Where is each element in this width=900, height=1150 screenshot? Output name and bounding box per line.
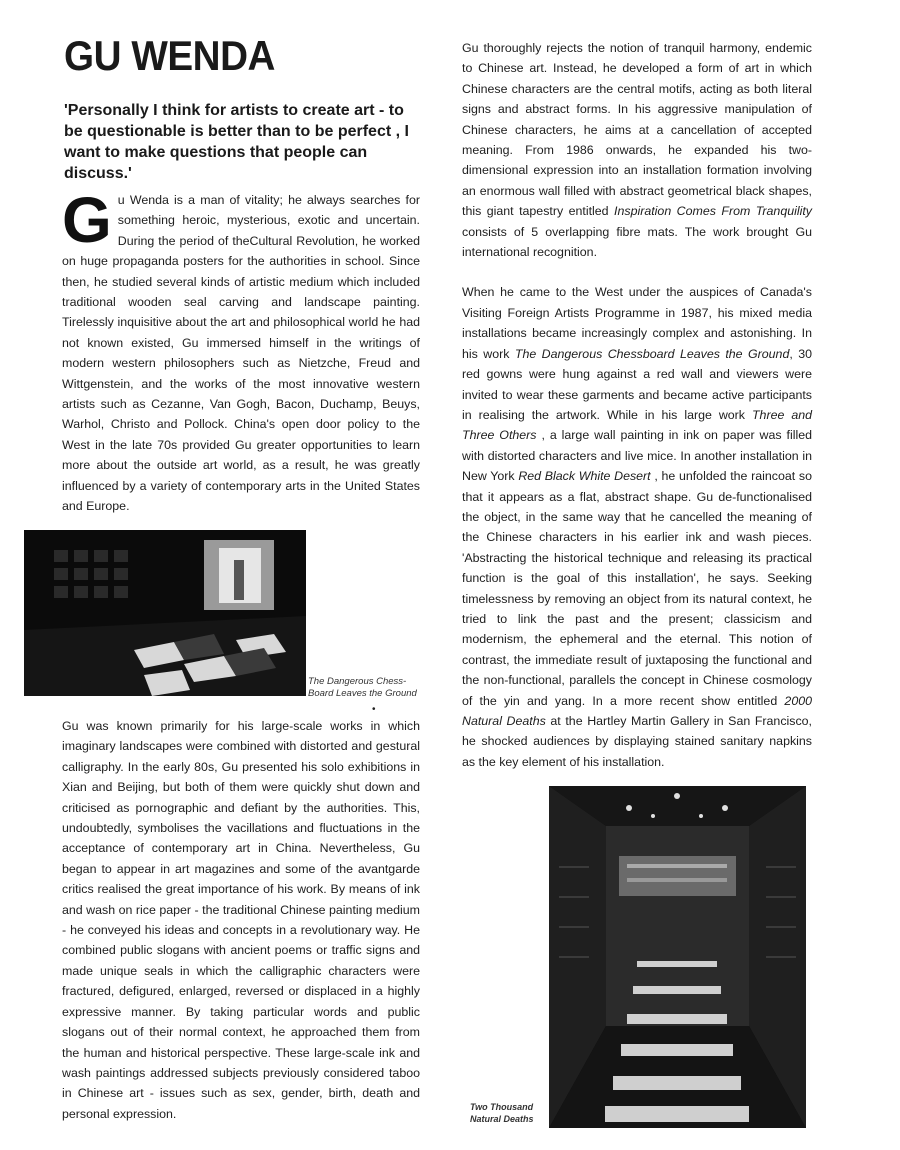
caption-figure-2-line-2: Natural Deaths [470,1114,534,1124]
drop-cap: G [62,184,112,256]
paragraph-4-text-a: When he came to the West under the auspices of Canada's Visiting Foreign Artists Programme in 1987, his mixed media installations became increasingly complex and astonishing. In his work [462,285,812,361]
decorative-dot: • [372,704,376,715]
caption-figure-2 [470,1101,550,1125]
left-column-bottom [62,716,420,1124]
work-title-inspiration: Inspiration Comes From Tranquility [614,204,812,219]
paragraph-3-text-a: Gu thoroughly rejects the notion of tranquil harmony, endemic to Chinese art. Instead, he developed a form of art in which Chinese characters are the central motifs, acting as both literal signs and abstract forms. In his aggressive manipulation of Chinese characters, he aims at a cancellation of accepted meaning. From 1986 onwards, he expanded his two-dimensional expression into an installation formation involving an enormous wall filled with abstract geometrical black shapes, this giant tapestry entitled [462,41,812,219]
work-title-desert: Red Black White Desert [518,469,651,484]
paragraph-4 [462,282,812,772]
paragraph-3 [462,38,812,262]
photo-two-thousand-natural-deaths [549,786,806,1128]
intro-paragraph-text: u Wenda is a man of vitality; he always searches for something heroic, mysterious, exotic and uncertain. During the period of theCultural Revolution, he worked on huge propaganda posters for the authorities in school. Since then, he studied several kinds of artistic medium which included traditional wooden seal carving and landscape painting. Tirelessly inquisitive about the art and philosophical world he had not known existed, Gu immersed himself in the writings of modern western philosophers such as Nietzche, Freud and Wittgenstein, and the works of the most innovative western artists such as Cezanne, Van Gogh, Bacon, Duchamp, Beuys, Warhol, Christo and Pollock. China's open door policy to the West in the late 70s provided Gu greater opportunities to learn more about the outside art world, as a result, he was greatly influenced by a variety of contemporary arts in the United States and Europe. [62,193,420,514]
paragraph-4-text-b: , 30 red gowns were hung against a red wall and viewers were invited to wear these garments and became active participants in realising the artwork. While in his large work [462,346,813,422]
left-column-top [62,184,420,517]
paragraph-2: Gu was known primarily for his large-scale works in which imaginary landscapes were combined with distorted and gestural calligraphy. In the early 80s, Gu presented his solo exhibitions in Xian and Beijing, but both of them were quickly shut down and criticised as pornographic and defiant by the authorities. This, undoubtedly, symbolises the vacillations and fluctuations in the acceptance of contemporary art in China. Nevertheless, Gu began to appear in art magazines and some of the avantgarde critics realised the great importance of his work. By means of ink and wash on rice paper - the traditional Chinese painting medium - he conveyed his ideas and concepts in a revolutionary way. He combined public slogans with ancient poems or traffic signs and made unique seals in which the calligraphic characters were fractured, defigured, enlarged, reversed or displaced in a highly expressive manner. By taking particular words and public slogans out of their normal context, he approached them from the human and historical perspective. These large-scale ink and wash paintings addressed subjects previously considered taboo in Chinese art - issues such as sex, gender, birth, death and personal expression. [62,719,420,1121]
caption-figure-2-line-1: Two Thousand [470,1102,534,1112]
paragraph-4-text-d: , he unfolded the raincoat so that it appears as a flat, abstract shape. Gu de-functionalised the object, in the same way that he cancelled the meaning of the Chinese characters in his earlier ink and wash pieces. 'Abstracting the historical technique and releasing its practical function is the goal of this installation', he says. Seeking timelessness by removing an object from its natural context, he tried to link the past and the present; classicism and modernism, the ephemeral and the eternal. This notion of contrast, the immediate result of juxtaposing the functional and the non-functional, parallels the concept in Chinese cosmology of the yin and yang. In a more recent show entitled [462,469,812,708]
intro-paragraph [62,184,420,517]
caption-figure-1: The Dangerous Chess-Board Leaves the Ground [308,676,417,699]
work-title-natural-deaths: 2000 Natural Deaths [462,693,812,728]
paragraph-4-text-e: at the Hartley Martin Gallery in San Francisco, he shocked audiences by displaying stained sanitary napkins as the key element of his installation. [462,714,812,769]
pull-quote: 'Personally I think for artists to create art - to be questionable is better than to be perfect , I want to make questions that people can discuss.' [64,102,409,182]
work-title-three-others: Three and Three Others [462,407,812,443]
paragraph-4-text-c: , a large wall painting in ink on paper was filled with distorted characters and live mice. In another installation in New York [462,428,812,484]
article-title: GU WENDA [64,32,275,79]
photo-dangerous-chessboard [24,530,306,696]
right-column [462,38,812,772]
paragraph-3-text-b: consists of 5 overlapping fibre mats. The work brought Gu international recognition. [462,224,812,260]
work-title-chessboard: The Dangerous Chessboard Leaves the Ground [514,346,790,361]
